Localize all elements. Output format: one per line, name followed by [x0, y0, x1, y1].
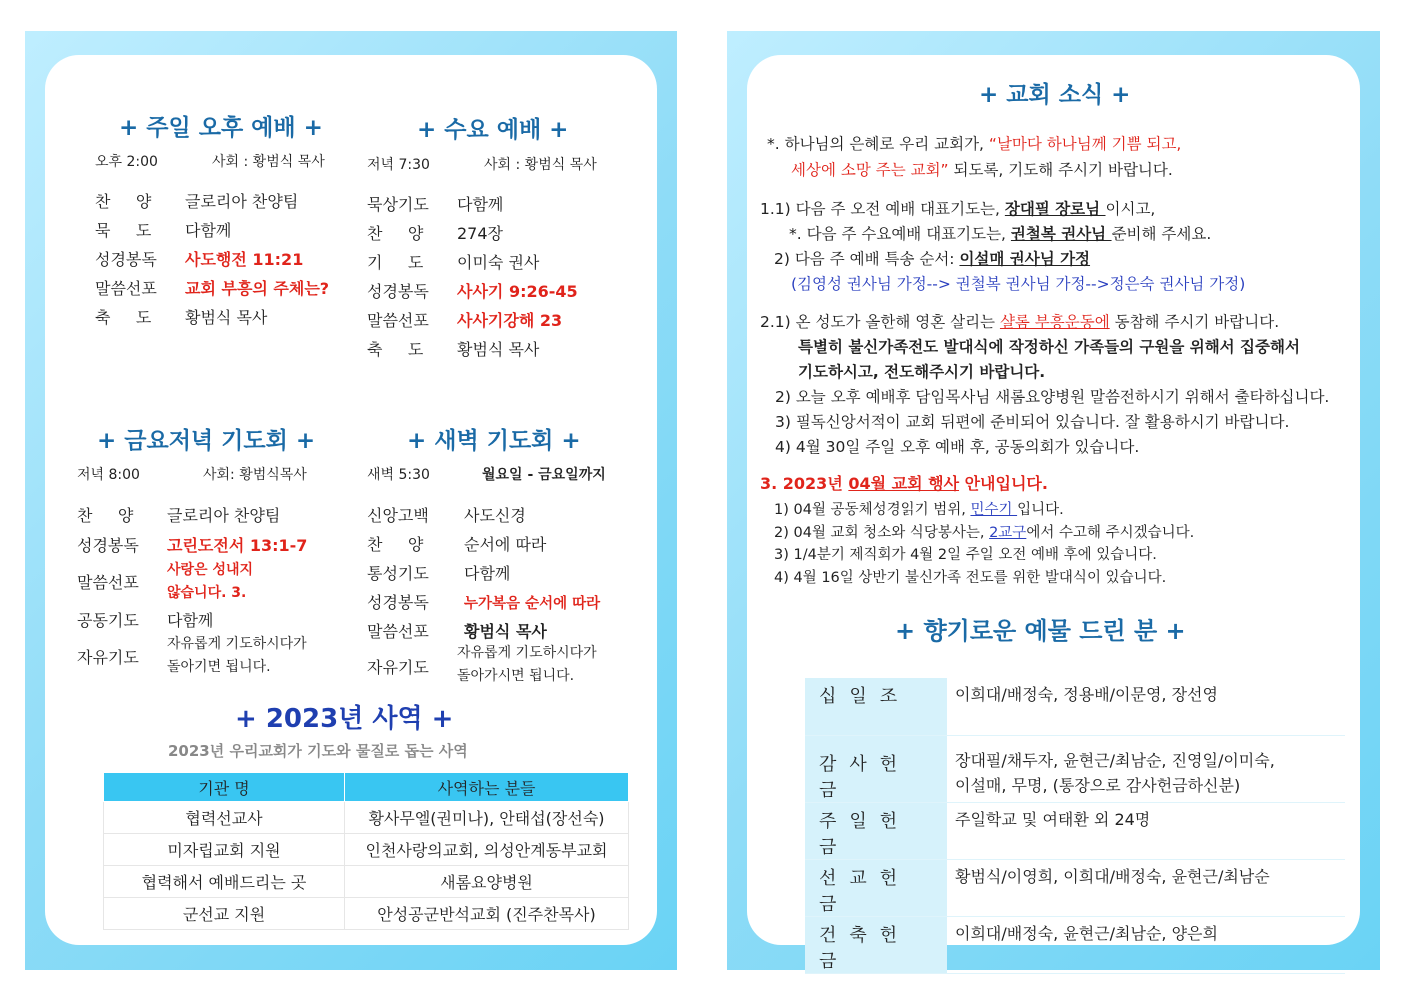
order-row: 통성기도 다함께 — [367, 564, 511, 583]
column-header: 사역하는 분들 — [345, 773, 629, 802]
left-page — [25, 31, 677, 970]
order-row: 말씀선포 사사기강해 23 — [367, 311, 563, 330]
dawn-prayer-title: + 새벽 기도회 + — [407, 428, 581, 454]
table-row — [104, 802, 629, 834]
news-intro-line-2: 세상에 소망 주는 교회” 되도록, 기도해 주시기 바랍니다. — [791, 161, 1173, 179]
news-1-1: 1.1) 다음 주 오전 예배 대표기도는, 장대필 장로님 이시고, — [760, 200, 1156, 218]
ministry-subtitle: 2023년 우리교회가 기도와 물질로 돕는 사역 — [168, 742, 468, 760]
offering-title: + 향기로운 예물 드린 분 + — [895, 617, 1186, 645]
news-2-1-emphasis-2: 기도하시고, 전도해주시기 바랍니다. — [798, 363, 1046, 381]
order-row: 묵상기도 다함께 — [367, 195, 504, 214]
dawn-free-prayer-note: 자유롭게 기도하시다가 돌아가시면 됩니다. — [457, 645, 597, 684]
offering-type: 건축헌금 — [805, 916, 947, 973]
offering-names: 이희대/배정숙, 정용배/이문영, 장선영 — [947, 678, 1345, 735]
right-page — [727, 31, 1380, 970]
offering-names: 주일학교 및 여태환 외 24명 — [947, 802, 1345, 859]
news-3-4: 4) 4월 16일 상반기 불신가족 전도를 위한 발대식이 있습니다. — [774, 570, 1167, 586]
order-row: 공동기도 다함께 — [77, 611, 214, 630]
order-row: 성경봉독 사사기 9:26-45 — [367, 282, 578, 301]
news-2-2: 2) 오늘 오후 예배후 담임목사님 새롬요양병원 말씀전하시기 위해서 출타하십니다. — [775, 388, 1330, 406]
sunday-service-title: + 주일 오후 예배 + — [119, 115, 323, 141]
wednesday-service-host: 사회 : 황범식 목사 — [484, 157, 597, 173]
offering-names: 황범식/이영희, 이희대/배정숙, 윤현근/최남순 — [947, 859, 1345, 916]
table-row — [805, 859, 1345, 916]
order-row: 찬 양 글로리아 찬양팀 — [95, 192, 299, 211]
table-row — [805, 678, 1345, 735]
table-cell: 군선교 지원 — [104, 898, 345, 930]
order-row: 성경봉독 고린도전서 13:1-7 — [77, 536, 308, 555]
ministry-table — [103, 772, 629, 930]
offering-names: 이희대/배정숙, 윤현근/최남순, 양은희 — [947, 916, 1345, 973]
column-header: 기관 명 — [104, 773, 345, 802]
news-2-1: 2.1) 온 성도가 올한해 영혼 살리는 샬롬 부흥운동에 동참해 주시기 바랍니다. — [760, 313, 1280, 331]
news-2-3: 3) 필독신앙서적이 교회 뒤편에 준비되어 있습니다. 잘 활용하시기 바랍니다. — [775, 413, 1290, 431]
table-row — [805, 916, 1345, 973]
sunday-service-time: 오후 2:00 — [95, 154, 158, 170]
news-1-1-wed: *. 다음 주 수요예배 대표기도는, 권철복 권사님 준비해 주세요. — [789, 225, 1212, 243]
order-row: 찬 양 글로리아 찬양팀 — [77, 506, 281, 525]
order-row: 축 도 황범식 목사 — [95, 308, 268, 327]
table-cell: 안성공군반석교회 (진주찬목사) — [345, 898, 629, 930]
left-card — [45, 55, 657, 945]
order-row: 자유기도 — [367, 658, 429, 677]
wednesday-service-title: + 수요 예배 + — [417, 117, 569, 143]
table-cell: 협력선교사 — [104, 802, 345, 834]
church-news-title: + 교회 소식 + — [979, 82, 1131, 108]
news-3-heading: 3. 2023년 04월 교회 행사 안내입니다. — [760, 474, 1048, 493]
table-row — [104, 898, 629, 930]
friday-sermon-title: 사랑은 성내지 않습니다. 3. — [167, 562, 254, 601]
order-row: 신앙고백 사도신경 — [367, 506, 526, 525]
news-intro-line-1: *. 하나님의 은혜로 우리 교회가, “날마다 하나님께 기쁨 되고, — [767, 135, 1182, 153]
order-row: 축 도 황범식 목사 — [367, 340, 540, 359]
friday-prayer-title: + 금요저녁 기도회 + — [97, 428, 316, 454]
order-row: 말씀선포 — [77, 573, 139, 592]
offering-names: 장대필/채두자, 윤현근/최남순, 진영일/이미숙, 이설매, 무명, (통장으로 감사헌금하신분) — [947, 735, 1345, 802]
offering-type: 선교헌금 — [805, 859, 947, 916]
offering-type: 주일헌금 — [805, 802, 947, 859]
order-row: 말씀선포 교회 부흥의 주체는? — [95, 279, 330, 298]
table-cell: 새롬요양병원 — [345, 866, 629, 898]
offering-type: 감사헌금 — [805, 735, 947, 802]
table-header-row — [104, 773, 629, 802]
offering-table — [805, 678, 1345, 974]
news-3-3: 3) 1/4분기 제직회가 4월 2일 주일 오전 예배 후에 있습니다. — [774, 547, 1157, 563]
order-row: 기 도 이미숙 권사 — [367, 253, 540, 272]
news-2-1-emphasis: 특별히 불신가족전도 발대식에 작정하신 가족들의 구원을 위해서 집중해서 — [798, 338, 1300, 356]
table-cell: 협력해서 예배드리는 곳 — [104, 866, 345, 898]
dawn-prayer-time: 새벽 5:30 — [367, 467, 430, 483]
order-row: 묵 도 다함께 — [95, 221, 232, 240]
table-cell: 인천사랑의교회, 의성안계동부교회 — [345, 834, 629, 866]
friday-prayer-host: 사회: 황범식목사 — [203, 467, 307, 483]
table-cell: 미자립교회 지원 — [104, 834, 345, 866]
wednesday-service-time: 저녁 7:30 — [367, 157, 430, 173]
right-card — [747, 55, 1360, 972]
offering-type: 십일조 — [805, 678, 947, 735]
order-row: 성경봉독 사도행전 11:21 — [95, 250, 304, 269]
table-row — [104, 834, 629, 866]
order-row: 성경봉독 누가복음 순서에 따라 — [367, 593, 601, 612]
news-1-2: 2) 다음 주 예배 특송 순서: 이설매 권사님 가정 — [774, 250, 1091, 268]
news-3-2: 2) 04월 교회 청소와 식당봉사는, 2교구에서 수고해 주시겠습니다. — [774, 525, 1195, 541]
friday-free-prayer-note: 자유롭게 기도하시다가 돌아기면 됩니다. — [167, 636, 307, 675]
table-cell: 황사무엘(권미나), 안태섭(장선숙) — [345, 802, 629, 834]
news-2-4: 4) 4월 30일 주일 오후 예배 후, 공동의회가 있습니다. — [775, 438, 1140, 456]
dawn-prayer-days: 월요일 - 금요일까지 — [482, 467, 606, 483]
order-row: 말씀선포 황범식 목사 — [367, 622, 547, 641]
news-3-1: 1) 04월 공동체성경읽기 범위, 민수기 입니다. — [774, 502, 1064, 518]
sunday-service-host: 사회 : 황범식 목사 — [212, 154, 325, 170]
table-row — [805, 735, 1345, 802]
news-1-2-order: (김영성 권사님 가정--> 권철복 권사님 가정-->정은숙 권사님 가정) — [791, 275, 1246, 293]
table-row — [805, 802, 1345, 859]
friday-prayer-time: 저녁 8:00 — [77, 467, 140, 483]
table-row — [104, 866, 629, 898]
order-row: 자유기도 — [77, 648, 139, 667]
order-row: 찬 양 순서에 따라 — [367, 535, 547, 554]
ministry-title: + 2023년 사역 + — [235, 704, 454, 734]
order-row: 찬 양 274장 — [367, 224, 503, 243]
